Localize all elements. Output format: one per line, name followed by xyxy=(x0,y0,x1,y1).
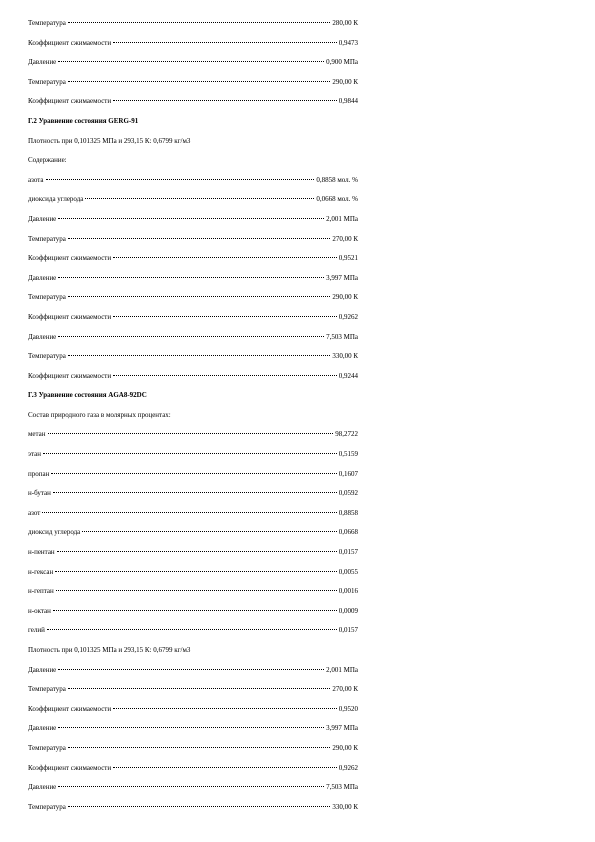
parameter-row xyxy=(28,621,358,641)
parameter-row xyxy=(28,484,358,504)
dot-leader xyxy=(53,492,337,493)
parameter-value: 0,8858 xyxy=(338,508,358,517)
parameter-row xyxy=(28,465,358,485)
parameter-value: 2,001 МПа xyxy=(326,214,358,223)
parameter-value: 0,0055 xyxy=(338,567,358,576)
parameter-value: 0,0668 мол. % xyxy=(316,195,358,204)
parameter-label: Температура xyxy=(28,19,66,27)
parameter-label: Температура xyxy=(28,685,66,694)
parameter-label: Температура xyxy=(28,352,66,361)
parameter-label: Температура xyxy=(28,293,66,302)
parameter-value: 0,8858 мол. % xyxy=(316,175,358,184)
parameter-label: этан xyxy=(28,450,42,459)
parameter-label: н-пентан xyxy=(28,548,55,557)
parameter-value: 0,0009 xyxy=(338,606,358,615)
parameter-label: Давление xyxy=(28,214,57,223)
parameter-value: 0,9521 xyxy=(338,254,358,263)
parameter-row xyxy=(28,190,358,210)
parameter-row xyxy=(28,347,358,367)
parameter-value: 0,9473 xyxy=(338,38,358,47)
parameter-value: 0,9844 xyxy=(338,97,358,106)
parameter-value: 3,997 МПа xyxy=(326,724,358,733)
parameter-value: 0,5159 xyxy=(338,450,358,459)
parameter-value: 0,0016 xyxy=(338,587,358,596)
dot-leader xyxy=(68,806,330,807)
paragraph-text: Состав природного газа в молярных процентах: xyxy=(28,410,171,419)
dot-leader xyxy=(58,61,324,62)
parameter-row xyxy=(28,504,358,524)
parameter-row xyxy=(28,523,358,543)
dot-leader xyxy=(46,179,315,180)
parameter-label: Температура xyxy=(28,802,66,811)
parameter-value: 0,9520 xyxy=(338,704,358,713)
parameter-label: н-бутан xyxy=(28,489,51,498)
parameter-row xyxy=(28,759,358,779)
parameter-label: Коэффициент сжимаемости xyxy=(28,763,112,772)
parameter-value: 98,2722 xyxy=(335,430,358,439)
dot-leader xyxy=(58,669,324,670)
parameter-value: 290,00 К xyxy=(332,293,358,302)
parameter-value: 0,9244 xyxy=(338,371,358,380)
dot-leader xyxy=(68,688,330,689)
parameter-value: 7,503 МПа xyxy=(326,332,358,341)
parameter-label: Давление xyxy=(28,724,57,733)
parameter-row xyxy=(28,445,358,465)
dot-leader xyxy=(68,238,330,239)
parameter-label: Коэффициент сжимаемости xyxy=(28,97,112,106)
parameter-label: Коэффициент сжимаемости xyxy=(28,704,112,713)
dot-leader xyxy=(82,531,336,532)
parameter-value: 290,00 К xyxy=(332,743,358,752)
parameter-row xyxy=(28,269,358,289)
parameter-row xyxy=(28,73,358,93)
section-heading: Г.2 Уравнение состояния GERG-91 xyxy=(28,116,139,125)
dot-leader xyxy=(113,708,337,709)
parameter-value: 270,00 К xyxy=(332,234,358,243)
parameter-value: 0,9262 xyxy=(338,312,358,321)
parameter-row xyxy=(28,425,358,445)
parameter-row xyxy=(28,680,358,700)
dot-leader xyxy=(58,218,324,219)
parameter-row xyxy=(28,778,358,798)
dot-leader xyxy=(85,198,314,199)
dot-leader xyxy=(113,375,337,376)
parameter-label: гелий xyxy=(28,626,45,635)
parameter-row xyxy=(28,602,358,622)
parameter-label: Коэффициент сжимаемости xyxy=(28,371,112,380)
parameter-row xyxy=(28,288,358,308)
document-content xyxy=(28,14,358,817)
parameter-label: диоксид углерода xyxy=(28,528,81,537)
parameter-label: метан xyxy=(28,430,46,439)
dot-leader xyxy=(51,473,336,474)
parameter-row xyxy=(28,739,358,759)
document-page xyxy=(28,14,358,817)
parameter-label: азота xyxy=(28,175,44,184)
parameter-label: н-октан xyxy=(28,606,51,615)
parameter-value: 0,1607 xyxy=(338,469,358,478)
parameter-row xyxy=(28,230,358,250)
dot-leader xyxy=(68,296,330,297)
parameter-row xyxy=(28,661,358,681)
dot-leader xyxy=(68,747,330,748)
parameter-value: 270,00 К xyxy=(332,685,358,694)
dot-leader xyxy=(58,277,324,278)
parameter-value: 3,997 МПа xyxy=(326,273,358,282)
parameter-value: 330,00 К xyxy=(332,802,358,811)
dot-leader xyxy=(42,512,336,513)
dot-leader xyxy=(68,81,330,82)
parameter-row xyxy=(28,210,358,230)
dot-leader xyxy=(47,629,337,630)
parameter-label: Давление xyxy=(28,273,57,282)
parameter-row xyxy=(28,308,358,328)
parameter-value: 330,00 К xyxy=(332,352,358,361)
paragraph-text: Плотность при 0,101325 МПа и 293,15 К: 0,6799 кг/м3 xyxy=(28,136,191,145)
parameter-value: 0,9262 xyxy=(338,763,358,772)
dot-leader xyxy=(113,42,337,43)
parameter-label: н-гептан xyxy=(28,587,54,596)
dot-leader xyxy=(68,22,330,23)
parameter-row xyxy=(28,171,358,191)
dot-leader xyxy=(53,610,337,611)
paragraph-text: Содержание: xyxy=(28,156,67,165)
parameter-value: 0,900 МПа xyxy=(326,58,358,67)
parameter-row xyxy=(28,543,358,563)
parameter-row xyxy=(28,92,358,112)
dot-leader xyxy=(58,786,324,787)
dot-leader xyxy=(113,316,337,317)
parameter-label: Температура xyxy=(28,77,66,86)
dot-leader xyxy=(56,590,337,591)
section-heading: Г.3 Уравнение состояния AGA8-92DC xyxy=(28,391,147,400)
parameter-label: азот xyxy=(28,508,41,517)
parameter-label: Давление xyxy=(28,332,57,341)
dot-leader xyxy=(43,453,337,454)
parameter-label: Давление xyxy=(28,783,57,792)
parameter-row xyxy=(28,563,358,583)
parameter-label: н-гексан xyxy=(28,567,54,576)
parameter-row xyxy=(28,328,358,348)
dot-leader xyxy=(68,355,330,356)
parameter-row xyxy=(28,249,358,269)
parameter-value: 280,00 К xyxy=(332,19,358,27)
dot-leader xyxy=(113,767,337,768)
parameter-row xyxy=(28,798,358,818)
parameter-value: 0,0668 xyxy=(338,528,358,537)
parameter-label: Температура xyxy=(28,234,66,243)
parameter-label: Коэффициент сжимаемости xyxy=(28,254,112,263)
parameter-row xyxy=(28,14,358,34)
dot-leader xyxy=(57,551,337,552)
parameter-value: 2,001 МПа xyxy=(326,665,358,674)
dot-leader xyxy=(58,336,324,337)
parameter-row xyxy=(28,367,358,387)
dot-leader xyxy=(113,100,337,101)
dot-leader xyxy=(58,727,324,728)
parameter-label: Давление xyxy=(28,665,57,674)
parameter-row xyxy=(28,719,358,739)
parameter-value: 0,0157 xyxy=(338,548,358,557)
dot-leader xyxy=(55,571,337,572)
parameter-row xyxy=(28,582,358,602)
dot-leader xyxy=(113,257,337,258)
dot-leader xyxy=(48,433,334,434)
parameter-label: пропан xyxy=(28,469,50,478)
parameter-value: 0,0592 xyxy=(338,489,358,498)
parameter-label: Температура xyxy=(28,743,66,752)
parameter-row xyxy=(28,700,358,720)
parameter-value: 0,0157 xyxy=(338,626,358,635)
parameter-row xyxy=(28,34,358,54)
paragraph-text: Плотность при 0,101325 МПа и 293,15 К: 0,6799 кг/м3 xyxy=(28,646,191,654)
parameter-value: 290,00 К xyxy=(332,77,358,86)
parameter-label: Коэффициент сжимаемости xyxy=(28,38,112,47)
parameter-value: 7,503 МПа xyxy=(326,783,358,792)
parameter-label: Давление xyxy=(28,58,57,67)
parameter-row xyxy=(28,53,358,73)
parameter-label: диоксида углерода xyxy=(28,195,84,204)
parameter-label: Коэффициент сжимаемости xyxy=(28,312,112,321)
